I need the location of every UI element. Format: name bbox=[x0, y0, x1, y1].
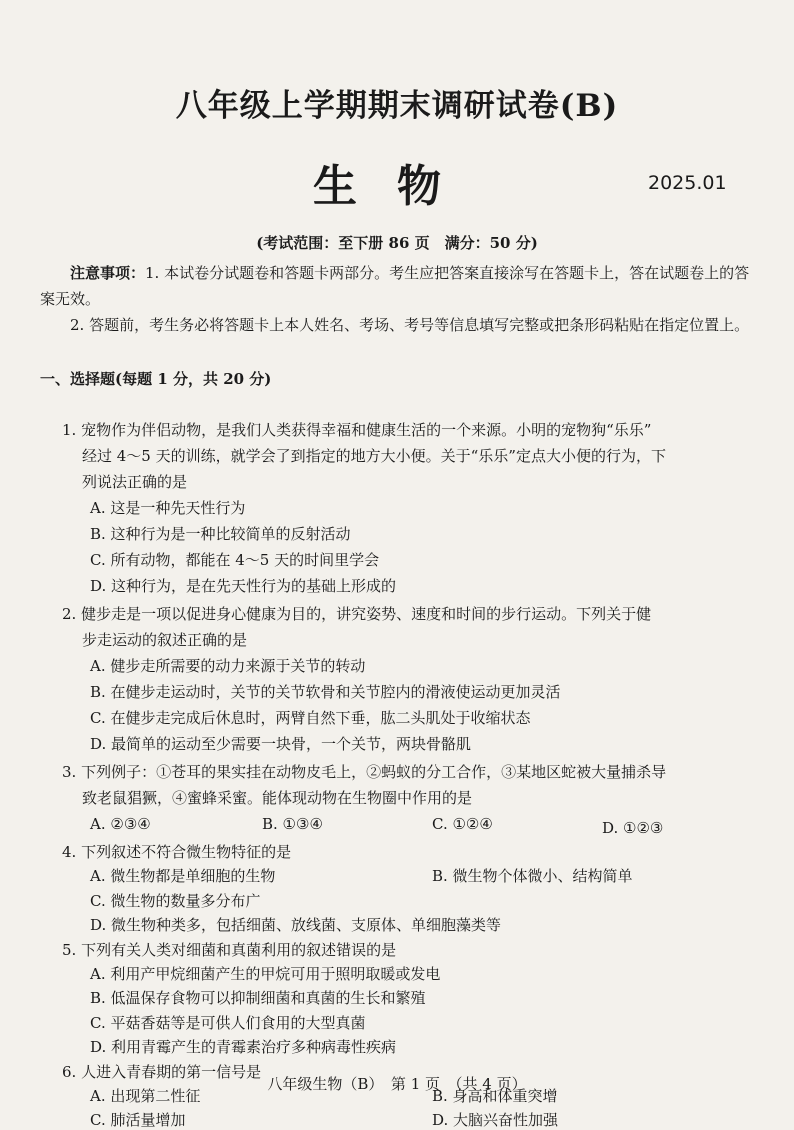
q6-option-c: C. 肺活量增加 bbox=[90, 1111, 186, 1130]
q4-option-c: C. 微生物的数量多分布广 bbox=[90, 891, 261, 910]
q4-option-b: B. 微生物个体微小、结构简单 bbox=[432, 867, 633, 886]
q3-option-b: B. ①③④ bbox=[262, 815, 323, 833]
notice-item-1 bbox=[40, 260, 758, 312]
notice-label: 注意事项： bbox=[70, 264, 146, 282]
q1-stem-3: 列说法正确的是 bbox=[82, 473, 188, 491]
q5-option-d: D. 利用青霉产生的青霉素治疗多种病毒性疾病 bbox=[90, 1038, 397, 1057]
q4-stem-1: 4. 下列叙述不符合微生物特征的是 bbox=[62, 843, 292, 861]
q3-stem-2: 致老鼠猖獗，④蜜蜂采蜜。能体现动物在生物圈中作用的是 bbox=[82, 789, 473, 807]
q5-option-b: B. 低温保存食物可以抑制细菌和真菌的生长和繁殖 bbox=[90, 989, 426, 1008]
q1-stem-2: 经过 4～5 天的训练，就学会了到指定的地方大小便。关于“乐乐”定点大小便的行为，下 bbox=[82, 447, 666, 465]
q6-option-a: A. 出现第二性征 bbox=[90, 1087, 201, 1105]
notice-text-1: 1. 本试卷分试题卷和答题卡两部分。考生应把答案直接涂写在答题卡上，答在试题卷上的答案无效。 bbox=[40, 264, 750, 308]
q5-option-a: A. 利用产甲烷细菌产生的甲烷可用于照明取暖或发电 bbox=[90, 965, 441, 983]
q1-option-d: D. 这种行为，是在先天性行为的基础上形成的 bbox=[90, 577, 397, 595]
page-footer: 八年级生物（B） 第 1 页 （共 4 页） bbox=[267, 1075, 527, 1093]
section-heading: 一、选择题(每题 1 分，共 20 分) bbox=[40, 370, 272, 388]
q6-option-b: B. 身高和体重突增 bbox=[432, 1087, 558, 1105]
q1-option-c: C. 所有动物，都能在 4～5 天的时间里学会 bbox=[90, 551, 380, 569]
exam-scope: (考试范围：至下册 86 页 满分：50 分) bbox=[256, 234, 538, 252]
q1-option-a: A. 这是一种先天性行为 bbox=[90, 499, 246, 517]
q5-option-c: C. 平菇香菇等是可供人们食用的大型真菌 bbox=[90, 1013, 366, 1032]
exam-date: 2025.01 bbox=[648, 172, 727, 194]
q4-option-a: A. 微生物都是单细胞的生物 bbox=[90, 867, 276, 886]
exam-title: 八年级上学期期末调研试卷(B) bbox=[175, 88, 619, 124]
subject-title: 生物 bbox=[313, 161, 481, 212]
q2-option-d: D. 最简单的运动至少需要一块骨，一个关节，两块骨骼肌 bbox=[90, 735, 472, 753]
q2-option-a: A. 健步走所需要的动力来源于关节的转动 bbox=[90, 657, 366, 675]
q1-option-b: B. 这种行为是一种比较简单的反射活动 bbox=[90, 525, 351, 543]
q6-stem-1: 6. 人进入青春期的第一信号是 bbox=[62, 1062, 262, 1081]
q5-stem-1: 5. 下列有关人类对细菌和真菌利用的叙述错误的是 bbox=[62, 940, 397, 959]
q2-option-c: C. 在健步走完成后休息时，两臂自然下垂，肱二头肌处于收缩状态 bbox=[90, 709, 531, 727]
q3-option-d: D. ①②③ bbox=[602, 819, 664, 837]
q1-stem-1: 1. 宠物作为伴侣动物，是我们人类获得幸福和健康生活的一个来源。小明的宠物狗“乐乐” bbox=[62, 421, 652, 439]
q2-stem-1: 2. 健步走是一项以促进身心健康为目的，讲究姿势、速度和时间的步行运动。下列关于健 bbox=[62, 605, 652, 623]
q2-option-b: B. 在健步走运动时，关节的关节软骨和关节腔内的滑液使运动更加灵活 bbox=[90, 683, 561, 701]
q6-option-d: D. 大脑兴奋性加强 bbox=[432, 1111, 559, 1130]
q3-option-c: C. ①②④ bbox=[432, 815, 493, 833]
notice-item-2: 2. 答题前，考生务必将答题卡上本人姓名、考场、考号等信息填写完整或把条形码粘贴在指定位置上。 bbox=[70, 316, 750, 334]
q2-stem-2: 步走运动的叙述正确的是 bbox=[82, 631, 248, 649]
q3-stem-1: 3. 下列例子：①苍耳的果实挂在动物皮毛上，②蚂蚁的分工合作，③某地区蛇被大量捕杀导 bbox=[62, 763, 667, 781]
q3-option-a: A. ②③④ bbox=[90, 815, 151, 833]
q4-option-d: D. 微生物种类多，包括细菌、放线菌、支原体、单细胞藻类等 bbox=[90, 916, 502, 935]
